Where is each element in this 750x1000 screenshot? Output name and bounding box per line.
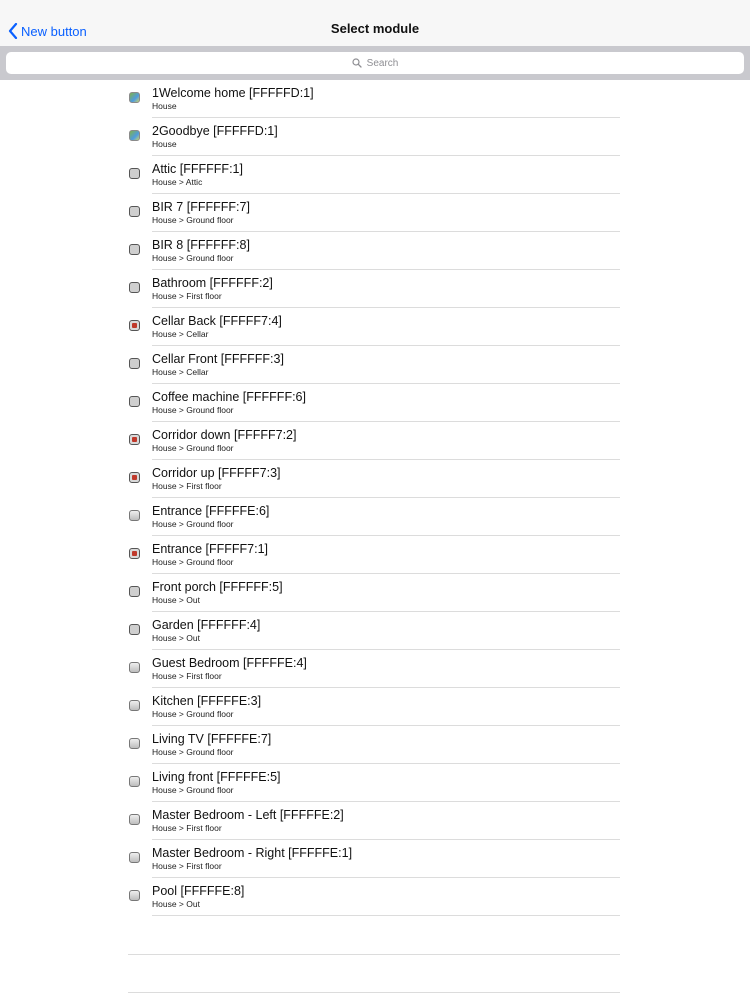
switch-module-icon	[129, 168, 140, 179]
module-title: Garden [FFFFFF:4]	[152, 618, 261, 632]
module-title: Cellar Front [FFFFFF:3]	[152, 352, 284, 366]
module-location: House > Ground floor	[152, 785, 234, 795]
module-location: House	[152, 139, 177, 149]
module-title: Guest Bedroom [FFFFFE:4]	[152, 656, 307, 670]
module-location: House	[152, 101, 177, 111]
module-row-text	[152, 878, 620, 916]
module-row[interactable]	[0, 498, 750, 536]
back-button-label[interactable]: New button	[21, 23, 87, 39]
module-title: Living front [FFFFFE:5]	[152, 770, 281, 784]
module-row-text	[152, 384, 620, 422]
module-title: Corridor up [FFFFF7:3]	[152, 466, 281, 480]
search-input[interactable]	[6, 52, 744, 74]
dimmer-module-icon	[129, 700, 140, 711]
module-location: House > Ground floor	[152, 253, 234, 263]
module-location: House > Ground floor	[152, 709, 234, 719]
module-row[interactable]	[0, 384, 750, 422]
switch-module-icon	[129, 206, 140, 217]
module-row-text	[152, 80, 620, 118]
module-location: House > Attic	[152, 177, 203, 187]
module-title: BIR 8 [FFFFFF:8]	[152, 238, 250, 252]
module-title: Corridor down [FFFFF7:2]	[152, 428, 297, 442]
module-list	[0, 80, 750, 916]
switch-module-icon	[129, 624, 140, 635]
module-location: House > Ground floor	[152, 519, 234, 529]
module-row[interactable]	[0, 80, 750, 118]
page-title: Select module	[330, 21, 420, 36]
module-row-text	[152, 612, 620, 650]
module-location: House > Cellar	[152, 329, 209, 339]
module-row[interactable]	[0, 764, 750, 802]
module-row[interactable]	[0, 422, 750, 460]
module-location: House > First floor	[152, 481, 222, 491]
dimmer-module-icon	[129, 510, 140, 521]
red-module-icon	[129, 548, 140, 559]
module-row-text	[152, 346, 620, 384]
navigation-bar	[0, 0, 750, 46]
module-row[interactable]	[0, 574, 750, 612]
module-row[interactable]	[0, 118, 750, 156]
module-title: Living TV [FFFFFE:7]	[152, 732, 272, 746]
module-location: House > Ground floor	[152, 443, 234, 453]
module-row[interactable]	[0, 194, 750, 232]
dimmer-module-icon	[129, 776, 140, 787]
module-title: 1Welcome home [FFFFFD:1]	[152, 86, 314, 100]
module-title: Master Bedroom - Left [FFFFFE:2]	[152, 808, 344, 822]
module-row[interactable]	[0, 840, 750, 878]
module-location: House > Out	[152, 633, 200, 643]
module-row-text	[152, 840, 620, 878]
module-row-text	[152, 726, 620, 764]
dimmer-module-icon	[129, 814, 140, 825]
module-row[interactable]	[0, 536, 750, 574]
module-location: House > Ground floor	[152, 405, 234, 415]
module-location: House > Ground floor	[152, 557, 234, 567]
red-module-icon	[129, 472, 140, 483]
module-row-text	[152, 194, 620, 232]
module-location: House > First floor	[152, 291, 222, 301]
dimmer-module-icon	[129, 662, 140, 673]
dimmer-module-icon	[129, 738, 140, 749]
module-title: Cellar Back [FFFFF7:4]	[152, 314, 282, 328]
switch-module-icon	[129, 358, 140, 369]
empty-row-separator	[128, 954, 620, 955]
module-row[interactable]	[0, 612, 750, 650]
module-row[interactable]	[0, 346, 750, 384]
module-row-text	[152, 232, 620, 270]
module-location: House > First floor	[152, 823, 222, 833]
module-row-text	[152, 802, 620, 840]
module-row[interactable]	[0, 232, 750, 270]
switch-module-icon	[129, 244, 140, 255]
module-location: House > First floor	[152, 671, 222, 681]
module-row-text	[152, 498, 620, 536]
module-row-text	[152, 308, 620, 346]
module-title: Entrance [FFFFF7:1]	[152, 542, 269, 556]
module-row[interactable]	[0, 650, 750, 688]
red-module-icon	[129, 434, 140, 445]
module-title: Master Bedroom - Right [FFFFFE:1]	[152, 846, 353, 860]
search-placeholder: Search	[366, 57, 399, 69]
scene-icon	[129, 130, 140, 141]
module-row[interactable]	[0, 802, 750, 840]
module-row-text	[152, 460, 620, 498]
module-row[interactable]	[0, 156, 750, 194]
scene-icon	[129, 92, 140, 103]
module-location: House > Out	[152, 899, 200, 909]
module-location: House > Ground floor	[152, 747, 234, 757]
module-title: BIR 7 [FFFFFF:7]	[152, 200, 250, 214]
module-location: House > Out	[152, 595, 200, 605]
search-icon	[352, 58, 362, 68]
module-title: Kitchen [FFFFFE:3]	[152, 694, 262, 708]
module-title: Coffee machine [FFFFFF:6]	[152, 390, 306, 404]
red-module-icon	[129, 320, 140, 331]
module-location: House > Cellar	[152, 367, 209, 377]
module-row[interactable]	[0, 460, 750, 498]
module-row-text	[152, 270, 620, 308]
module-row[interactable]	[0, 878, 750, 916]
dimmer-module-icon	[129, 852, 140, 863]
module-row-text	[152, 536, 620, 574]
module-title: 2Goodbye [FFFFFD:1]	[152, 124, 278, 138]
switch-module-icon	[129, 282, 140, 293]
module-row-text	[152, 764, 620, 802]
search-bar	[0, 46, 750, 80]
module-row[interactable]	[0, 688, 750, 726]
module-row-text	[152, 574, 620, 612]
module-row-text	[152, 118, 620, 156]
module-location: House > Ground floor	[152, 215, 234, 225]
dimmer-module-icon	[129, 890, 140, 901]
switch-module-icon	[129, 586, 140, 597]
module-row-text	[152, 650, 620, 688]
module-row[interactable]	[0, 726, 750, 764]
module-title: Front porch [FFFFFF:5]	[152, 580, 283, 594]
module-row[interactable]	[0, 270, 750, 308]
module-title: Bathroom [FFFFFF:2]	[152, 276, 273, 290]
module-location: House > First floor	[152, 861, 222, 871]
module-row-text	[152, 688, 620, 726]
module-title: Attic [FFFFFF:1]	[152, 162, 243, 176]
empty-row-separator	[128, 992, 620, 993]
module-row-text	[152, 156, 620, 194]
module-row-text	[152, 422, 620, 460]
switch-module-icon	[129, 396, 140, 407]
module-title: Entrance [FFFFFE:6]	[152, 504, 270, 518]
module-title: Pool [FFFFFE:8]	[152, 884, 245, 898]
module-row[interactable]	[0, 308, 750, 346]
